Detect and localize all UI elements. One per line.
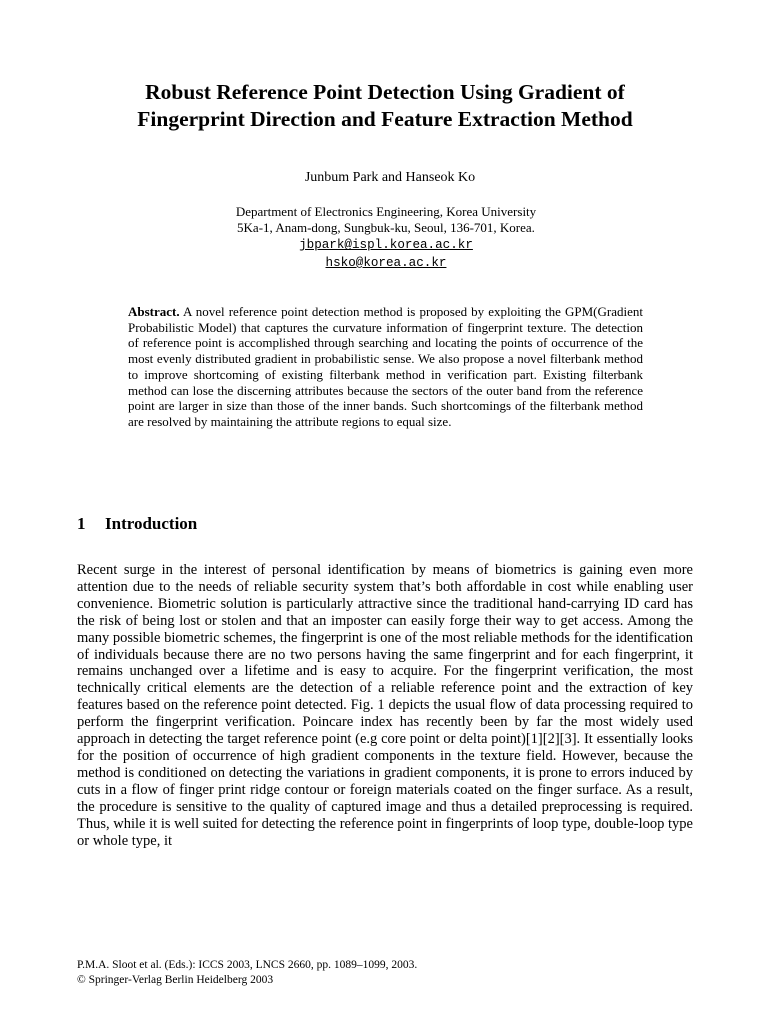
section-heading xyxy=(77,513,197,535)
department: Department of Electronics Engineering, Korea University xyxy=(235,204,537,219)
address: 5Ka-1, Anam-dong, Sungbuk-ku, Seoul, 136-701, Korea. xyxy=(237,220,535,236)
footer-copyright: © Springer-Verlag Berlin Heidelberg 2003 xyxy=(77,974,274,986)
authors: Junbum Park and Hanseok Ko xyxy=(304,170,476,185)
body-paragraph: Recent surge in the interest of personal identification by means of biometrics is gaining even more attention due to the needs of reliable security system that’s both affordable in cost while enabling user convenience. Biometric solution is particularly attractive since the traditional hand-carrying ID card has the risk of being lost or stolen and that an imposter can easily forge their way to get access. Among the many possible biometric schemes, the fingerprint is one of the most reliable methods for the identification of individuals because there are no two persons having the same fingerprint and for each fingerprint, it remains unchanged over a lifetime and is easy to acquire. For the fingerprint verification, the most technically critical elements are the detection of a reliable reference point and the extraction of key features based on the reference point detected. Fig. 1 depicts the usual flow of data processing required to perform the fingerprint verification. Poincare index has recently been by far the most widely used approach in detecting the target reference point (e.g core point or delta point)[1][2][3]. It essentially looks for the position of occurrence of high gradient components in the texture field. However, because the method is conditioned on detecting the variations in gradient components, it is prone to errors induced by cuts in a flow of finger print ridge contour or foreign materials coated on the finger surface. As a result, the procedure is sensitive to the quality of captured image and thus a detailed preprocessing is required. Thus, while it is well suited for detecting the reference point in fingerprints of loop type, double-loop type or whole type, it xyxy=(77,562,693,849)
email-link-hsko[interactable]: hsko@korea.ac.kr xyxy=(325,255,447,270)
section-number: 1 xyxy=(77,514,86,533)
abstract-label: Abstract. xyxy=(128,304,180,319)
email-link-jbpark[interactable]: jbpark@ispl.korea.ac.kr xyxy=(299,238,473,253)
abstract-text: A novel reference point detection method is proposed by exploiting the GPM(Gradient Probabilistic Model) that captures the curvature information of fingerprint texture. The detection of reference point is accomplished through searching and locating the points of occurrence of the most evenly distributed gradient in probabilistic sense. We also propose a novel filterbank method to improve shortcoming of existing filterbank method in verification part. Existing filterbank method can lose the discerning attributes because the sectors of the outer band from the reference point are larger in size than those of the inner bands. Such shortcomings of the filterbank method are resolved by maintaining the attribute regions to equal size. xyxy=(128,304,643,429)
paper-title xyxy=(60,79,710,133)
footer xyxy=(77,958,417,988)
footer-citation: P.M.A. Sloot et al. (Eds.): ICCS 2003, LNCS 2660, pp. 1089–1099, 2003. xyxy=(77,959,418,971)
abstract xyxy=(128,304,643,430)
affiliation xyxy=(0,204,768,271)
title-line-1: Robust Reference Point Detection Using Gradient of xyxy=(145,80,625,104)
section-title: Introduction xyxy=(105,514,198,533)
title-line-2: Fingerprint Direction and Feature Extraction Method xyxy=(137,107,633,131)
